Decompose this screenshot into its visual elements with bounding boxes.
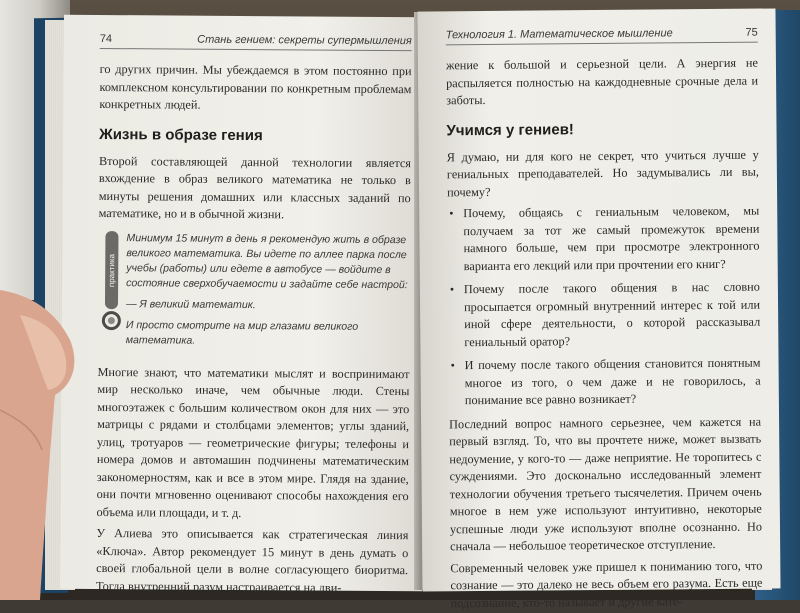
left-heading: Жизнь в образе гения bbox=[99, 125, 263, 144]
practice-content bbox=[126, 231, 411, 356]
left-paragraph-2: Многие знают, что математики мыслят и воспринимают мир несколько иначе, чем обычные люди. Стены многоэтажек с большим количеством окон для них — это матрицы с рядами и столбцами элементов; углы зданий, улиц, тротуаров — геометрические фигуры; телефоны и номера домов и автомашин подчинены математическим закономерностям, как и все в этом мире. Глядя на здание, они почти мгновенно оценивают способы нахождения его объема или площади, и т. д. bbox=[96, 364, 410, 520]
right-page bbox=[417, 8, 780, 610]
practice-label: практика bbox=[105, 231, 119, 309]
left-paragraph-3: У Алиева это описывается как стратегическая линия «Ключа». Автор рекомендует 15 минут в день думать о своей глобальной цели в волне согласующего биоритма. Тогда внутренний разум настраивается на дви- bbox=[95, 525, 409, 595]
question-list bbox=[447, 203, 761, 410]
practice-text-1: Минимум 15 минут в день я рекомендую жить в образе великого математика. Вы идете по аллее парка после учебы (работы) или едете в автобусе — войдите в состояние сверхобучаемости и задайте себе настрой: bbox=[126, 231, 408, 291]
list-item: • Почему, общаясь с гениальным человеком, мы получаем за тот же самый промежуток времени намного больше, чем при просмотре электронного варианта его лекций или при прочтении его книг? bbox=[447, 203, 760, 276]
practice-text-2: — Я великий математик. bbox=[125, 297, 256, 311]
practice-marker bbox=[98, 230, 127, 353]
right-paragraph-1: Я думаю, ни для кого не секрет, что учиться лучше у гениальных преподавателей. Но задумывались ли вы, почему? bbox=[446, 147, 759, 199]
list-item: • И почему после такого общения становится понятным многое из того, о чем даже и не говорилось, а понимание все равно возникает? bbox=[448, 355, 760, 410]
right-paragraph-3: Современный человек уже пришел к пониманию того, что сознание — это далеко не весь объем его разума. Есть еще подсознание, кто-то называет и другие кате- bbox=[450, 558, 763, 610]
right-intro-paragraph: жение к большой и серьезной цели. А энергия не распыляется полностью на каждодневные срочные дела и заботы. bbox=[445, 55, 759, 108]
hand-thumb bbox=[0, 290, 80, 600]
list-item: • Почему после такого общения в нас словно просыпается огромный внутренний интерес к той или иной сфере деятельности, о которой рассказывал гениальный оратор? bbox=[448, 279, 761, 352]
right-paragraph-2: Последний вопрос намного серьезнее, чем кажется на первый взгляд. То, что вы прочтете ниже, может вызвать недоумение, у кого-то — даже неприятие. Не торопитесь с суждениями. Это досконально исследованный элемент технологии обучения третьего тысячелетия. Причем очень многое в нем уже используют интуитивно, некоторые успешные люди уже используют вполне осознанно. Но сначала — небольшое теоретическое отступление. bbox=[449, 414, 763, 554]
right-running-title: Технология 1. Математическое мышление bbox=[445, 27, 673, 42]
practice-text-3: И просто смотрите на мир глазами великого математика. bbox=[125, 318, 359, 347]
right-running-head bbox=[446, 27, 758, 46]
left-intro-paragraph: го других причин. Мы убеждаемся в этом постоянно при комплексном консультировании по конкретным проблемам конкретных людей. bbox=[99, 61, 412, 112]
left-running-head bbox=[100, 33, 412, 51]
left-running-title: Стань гением: секреты супермышления bbox=[197, 33, 412, 48]
right-page-number: 75 bbox=[745, 26, 758, 39]
practice-box bbox=[98, 230, 411, 355]
left-page bbox=[60, 15, 426, 595]
left-page-number: 74 bbox=[99, 32, 113, 46]
left-paragraph-1: Второй составляющей данной технологии является вхождение в образ великого математика не только в минуты решения домашних или классных заданий по математике, но и в обычной жизни. bbox=[98, 153, 412, 222]
right-heading: Учимся у гениев! bbox=[446, 120, 574, 139]
practice-icon bbox=[102, 311, 121, 330]
